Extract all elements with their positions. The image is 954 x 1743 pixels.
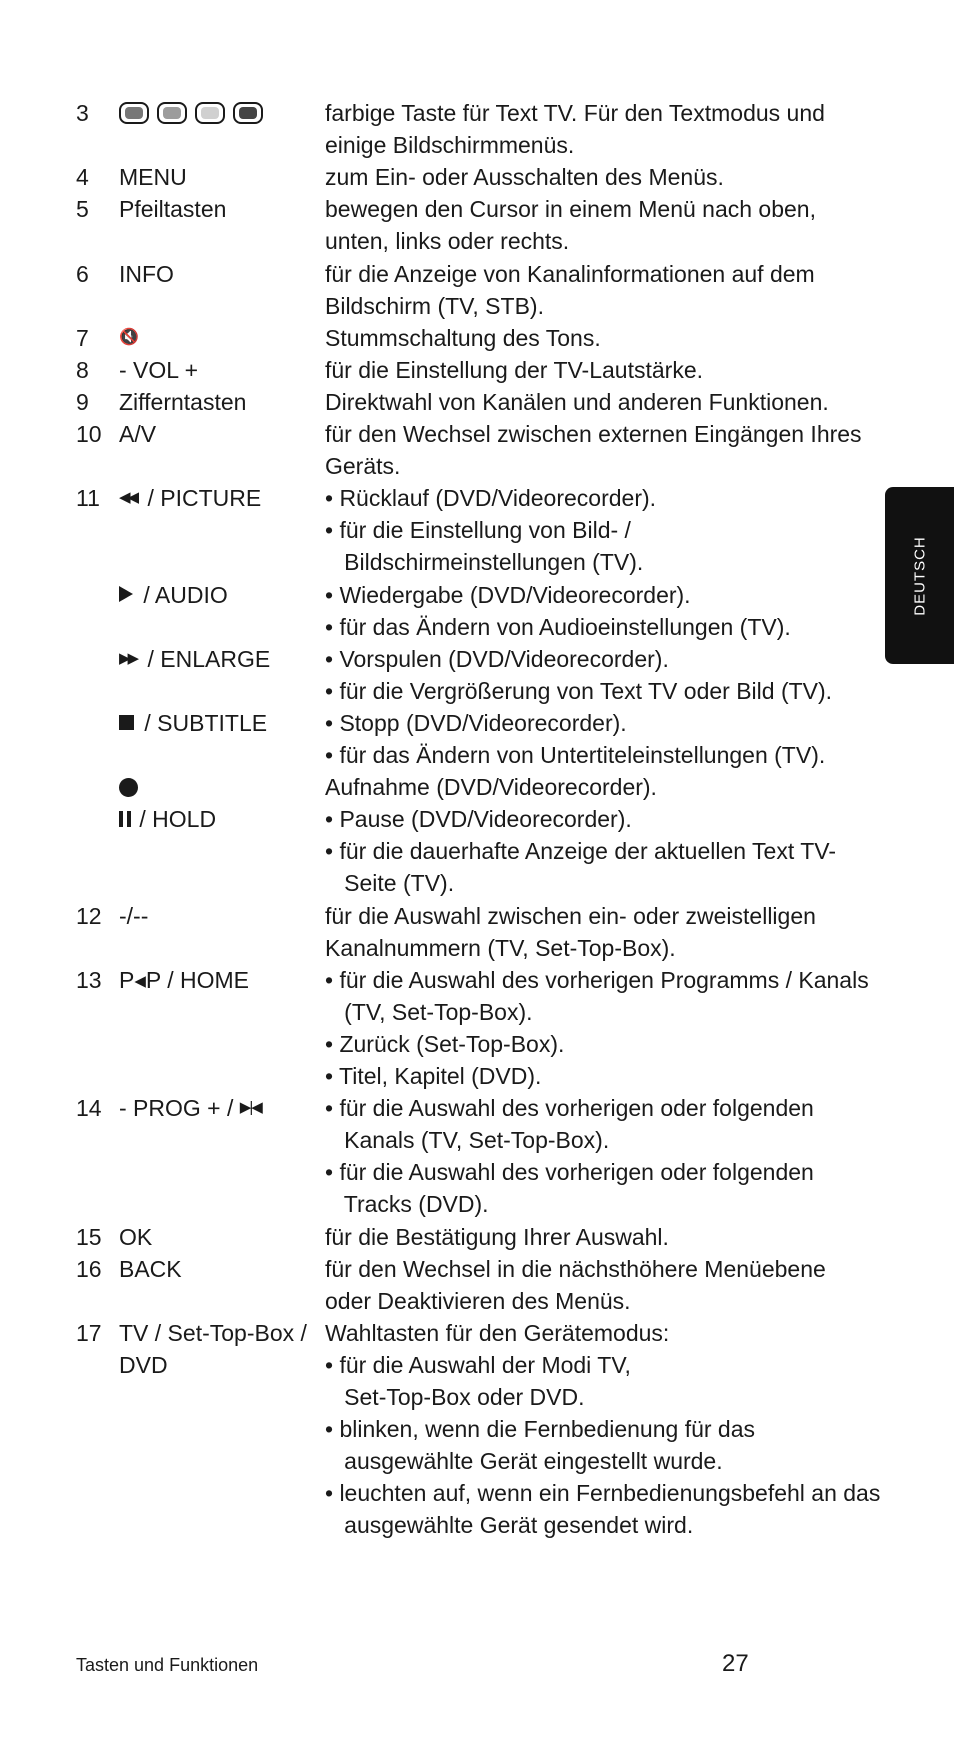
key-label: [119, 354, 198, 386]
description: Set-Top-Box oder DVD.: [325, 1384, 585, 1410]
list-row: [0, 867, 954, 899]
list-row: [0, 450, 954, 482]
list-row: [0, 322, 954, 354]
key-label: [119, 707, 267, 739]
key-label: [119, 258, 174, 290]
description: oder Deaktivieren des Menüs.: [325, 1287, 631, 1314]
description: Aufnahme (DVD/Videorecorder).: [325, 774, 657, 801]
key-text: P◂P / HOME: [119, 966, 249, 993]
list-row: [0, 996, 954, 1028]
key-label: [119, 643, 270, 677]
item-number: 7: [76, 324, 89, 351]
key-text: -/--: [119, 902, 149, 929]
item-number: 4: [76, 164, 89, 191]
key-label: [119, 482, 261, 516]
description: für die Anzeige von Kanalinformationen auf dem: [325, 260, 815, 287]
key-label: [119, 803, 216, 835]
key-text: / AUDIO: [137, 581, 228, 608]
item-number: 6: [76, 260, 89, 287]
key-text: MENU: [119, 164, 187, 191]
key-text: INFO: [119, 260, 174, 287]
item-number: 5: [76, 196, 89, 223]
list-row: [0, 354, 954, 386]
list-row: [0, 514, 954, 546]
list-row: [0, 1253, 954, 1285]
list-row: [0, 418, 954, 450]
list-row: [0, 1060, 954, 1092]
item-number: 8: [76, 356, 89, 383]
description: für den Wechsel in die nächsthöhere Menüebene: [325, 1255, 826, 1282]
item-number: 11: [76, 485, 100, 512]
language-tab-label: DEUTSCH: [911, 535, 928, 616]
key-text: Zifferntasten: [119, 388, 247, 415]
list-row: [0, 258, 954, 290]
description: Tracks (DVD).: [325, 1191, 489, 1218]
list-row: [0, 129, 954, 161]
list-row: [0, 964, 954, 996]
list-row: [0, 803, 954, 835]
color-button-icon: [233, 102, 263, 124]
key-text: OK: [119, 1223, 153, 1250]
description: • Wiedergabe (DVD/Videorecorder).: [325, 581, 691, 608]
list-row: [0, 579, 954, 611]
description: für den Wechsel zwischen externen Eingängen Ihres: [325, 421, 862, 447]
description: bewegen den Cursor in einem Menü nach oben,: [325, 196, 816, 223]
color-button-icon: [195, 102, 225, 124]
list-row: [0, 193, 954, 225]
item-number: 15: [76, 1223, 102, 1250]
list-row: [0, 482, 954, 514]
description: • für die Auswahl des vorherigen oder folgenden: [325, 1095, 814, 1122]
list-row: [0, 1381, 954, 1413]
list-row: [0, 161, 954, 193]
description: • für die Auswahl des vorherigen oder folgenden: [325, 1159, 814, 1186]
key-label: [119, 964, 249, 996]
pause-icon: [119, 811, 131, 827]
list-row: [0, 1221, 954, 1253]
list-row: [0, 290, 954, 322]
description: Kanals (TV, Set-Top-Box).: [325, 1127, 610, 1154]
record-icon: [119, 778, 138, 797]
rewind-icon: ◀◀: [119, 489, 137, 507]
item-number: 3: [76, 100, 89, 126]
description: • für das Ändern von Audioeinstellungen (TV).: [325, 613, 791, 640]
description: unten, links oder rechts.: [325, 228, 570, 255]
next-previous-icon: ▶|◀: [239, 1099, 261, 1117]
page-number: 27: [722, 1650, 749, 1677]
description: • leuchten auf, wenn ein Fernbedienungsbefehl an das: [325, 1480, 881, 1507]
footer-section-title: Tasten und Funktionen: [76, 1655, 259, 1675]
description: für die Einstellung der TV-Lautstärke.: [325, 356, 704, 383]
list-row: [0, 1317, 954, 1349]
key-label: [119, 1221, 152, 1253]
key-text: A/V: [119, 421, 157, 447]
description: Geräts.: [325, 453, 401, 480]
description: einige Bildschirmmenüs.: [325, 132, 575, 159]
key-label: [119, 386, 246, 418]
key-label: [119, 1253, 182, 1285]
list-row: [0, 1477, 954, 1509]
list-row: [0, 1188, 954, 1220]
item-number: 9: [76, 388, 89, 415]
language-tab: [885, 487, 954, 664]
list-row: [0, 1092, 954, 1124]
key-label: [119, 322, 144, 356]
description: • für das Ändern von Untertiteleinstellungen (TV).: [325, 742, 826, 768]
key-label: [119, 1317, 307, 1349]
list-row: [0, 386, 954, 418]
description: • für die Auswahl der Modi TV,: [325, 1351, 631, 1378]
description: Direktwahl von Kanälen und anderen Funktionen.: [325, 388, 829, 415]
description: • Titel, Kapitel (DVD).: [325, 1063, 542, 1089]
list-row: [0, 1445, 954, 1477]
key-label: [119, 771, 138, 803]
key-label: [119, 579, 228, 611]
key-text: DVD: [119, 1351, 168, 1378]
description: • Rücklauf (DVD/Videorecorder).: [325, 485, 657, 512]
list-row: [0, 1156, 954, 1188]
description: (TV, Set-Top-Box).: [325, 998, 533, 1025]
description: • für die Einstellung von Bild- /: [325, 517, 631, 544]
item-number: 16: [76, 1255, 102, 1282]
stop-icon: [119, 715, 134, 730]
play-icon: [119, 586, 133, 602]
list-row: [0, 739, 954, 771]
description: zum Ein- oder Ausschalten des Menüs.: [325, 164, 724, 191]
description: ausgewählte Gerät gesendet wird.: [325, 1512, 694, 1539]
list-row: [0, 707, 954, 739]
color-button-icon: [119, 102, 149, 124]
description: • Pause (DVD/Videorecorder).: [325, 806, 632, 833]
mute-icon: 🔇: [119, 328, 139, 346]
description: Kanalnummern (TV, Set-Top-Box).: [325, 934, 676, 961]
fast-forward-icon: ▶▶: [119, 649, 137, 667]
description: für die Bestätigung Ihrer Auswahl.: [325, 1223, 669, 1250]
list-row: [0, 1349, 954, 1381]
key-text: - PROG + /: [119, 1095, 240, 1122]
description: • blinken, wenn die Fernbedienung für das: [325, 1416, 756, 1443]
description: Stummschaltung des Tons.: [325, 324, 601, 351]
list-row: [0, 1028, 954, 1060]
key-label: [119, 161, 187, 193]
key-text: Pfeiltasten: [119, 196, 227, 223]
description: farbige Taste für Text TV. Für den Textmodus und: [325, 100, 825, 126]
key-label: [119, 418, 156, 450]
description: ausgewählte Gerät eingestellt wurde.: [325, 1448, 723, 1475]
list-row: [0, 900, 954, 932]
item-number: 10: [76, 421, 102, 447]
description: Bildschirm (TV, STB).: [325, 292, 544, 319]
key-text: / HOLD: [133, 806, 217, 833]
key-label: [119, 193, 226, 225]
key-text: BACK: [119, 1255, 182, 1282]
item-number: 17: [76, 1319, 102, 1346]
key-text: / ENLARGE: [141, 645, 271, 672]
description: • Stopp (DVD/Videorecorder).: [325, 709, 627, 736]
item-number: 14: [76, 1095, 102, 1122]
key-text: TV / Set-Top-Box /: [119, 1319, 307, 1346]
list-row: [0, 1509, 954, 1541]
list-row: [0, 1413, 954, 1445]
list-row: [0, 643, 954, 675]
item-number: 12: [76, 902, 102, 929]
description: • für die Auswahl des vorherigen Programms / Kanals: [325, 966, 869, 993]
list-row: [0, 546, 954, 578]
list-row: [0, 675, 954, 707]
key-text: - VOL +: [119, 356, 199, 383]
description: Bildschirmeinstellungen (TV).: [325, 549, 644, 576]
key-text: / PICTURE: [141, 485, 262, 512]
description: • Zurück (Set-Top-Box).: [325, 1030, 565, 1057]
list-row: [0, 611, 954, 643]
list-row: [0, 771, 954, 803]
list-row: [0, 835, 954, 867]
list-row: [0, 225, 954, 257]
key-label: [119, 900, 148, 932]
description: • Vorspulen (DVD/Videorecorder).: [325, 645, 669, 672]
description: Seite (TV).: [325, 870, 455, 897]
list-row: [0, 97, 954, 129]
description: für die Auswahl zwischen ein- oder zweistelligen: [325, 902, 816, 929]
key-label: [119, 1092, 266, 1126]
key-label: [119, 1349, 168, 1381]
color-button-icon: [157, 102, 187, 124]
key-label: [119, 97, 271, 129]
list-row: [0, 932, 954, 964]
description: Wahltasten für den Gerätemodus:: [325, 1319, 670, 1346]
key-text: / SUBTITLE: [138, 709, 268, 736]
item-number: 13: [76, 966, 102, 993]
list-row: [0, 1285, 954, 1317]
list-row: [0, 1124, 954, 1156]
description: • für die Vergrößerung von Text TV oder Bild (TV).: [325, 677, 833, 704]
description: • für die dauerhafte Anzeige der aktuellen Text TV-: [325, 838, 836, 865]
